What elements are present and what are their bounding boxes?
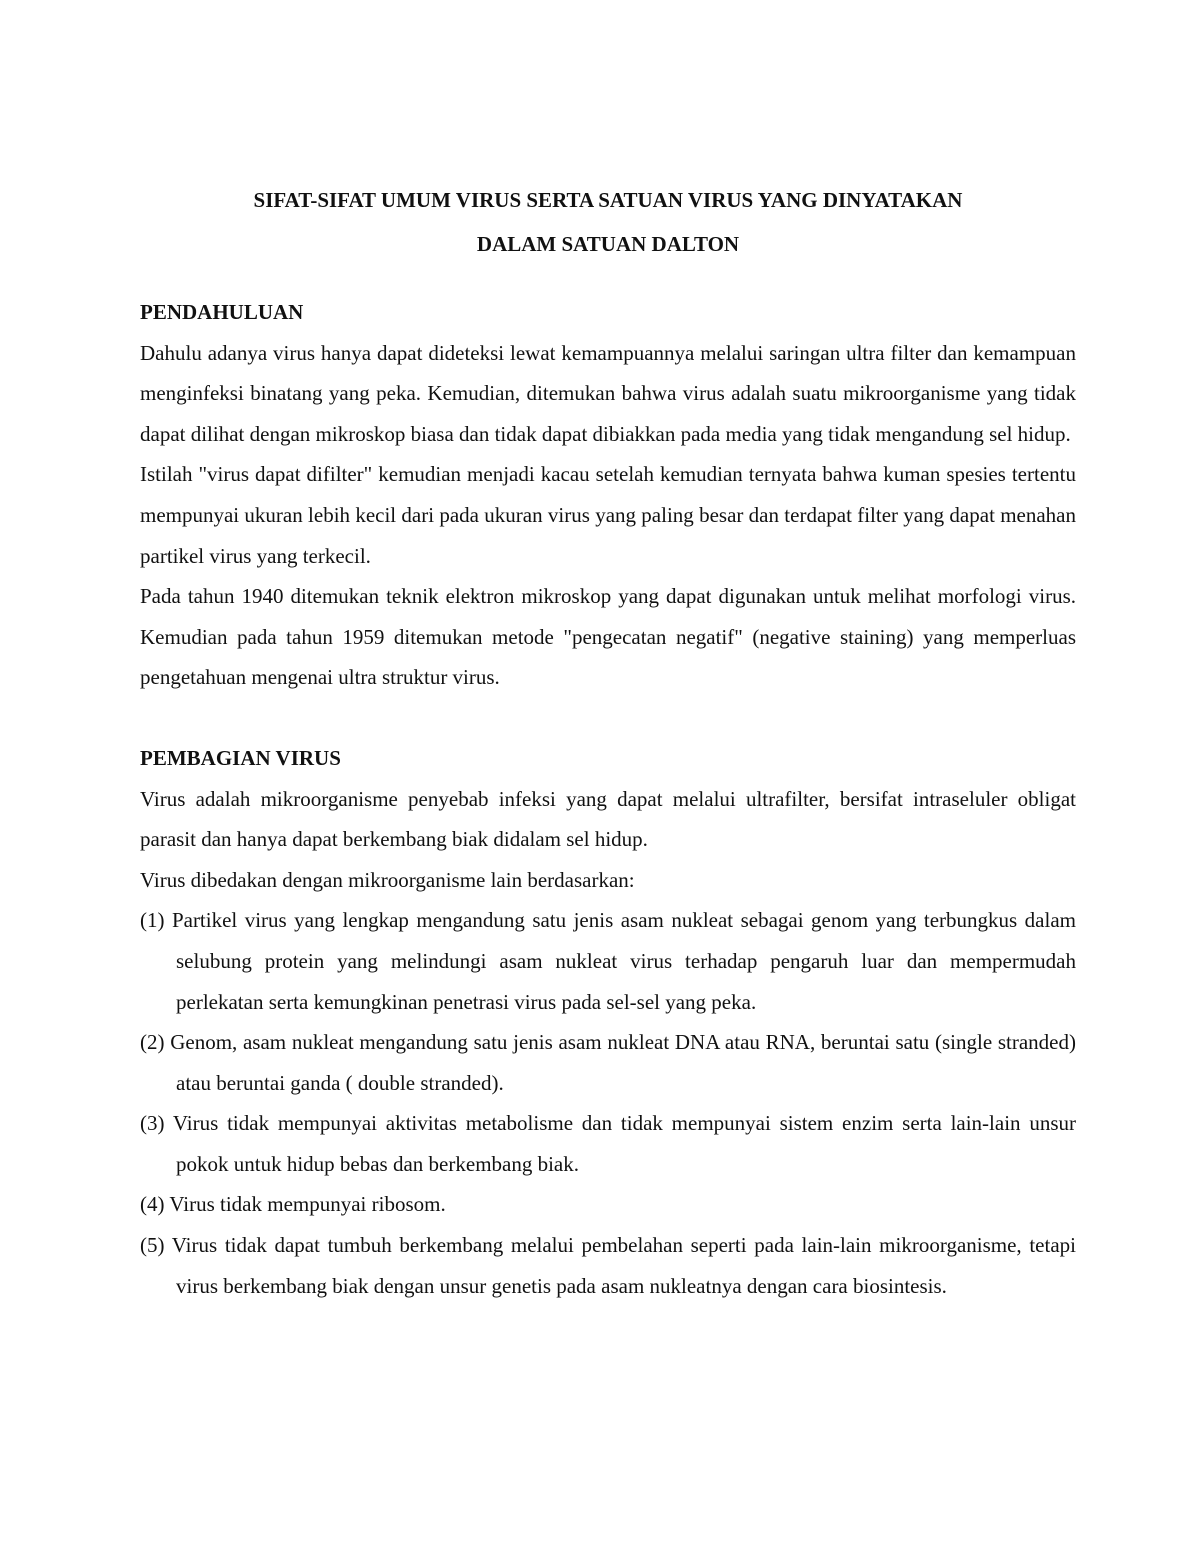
section-heading-pembagian-virus: PEMBAGIAN VIRUS	[140, 745, 341, 770]
section-pendahuluan	[140, 292, 1076, 698]
list-item: (1) Partikel virus yang lengkap mengandung satu jenis asam nukleat sebagai genom yang terbungkus dalam selubung protein yang melindungi asam nukleat virus terhadap pengaruh luar dan mempermudah perlekatan serta kemungkinan penetrasi virus pada sel-sel yang peka.	[140, 908, 1076, 1014]
section-pembagian-virus	[140, 738, 1076, 1306]
title-line-1: SIFAT-SIFAT UMUM VIRUS SERTA SATUAN VIRUS YANG DINYATAKAN	[253, 188, 963, 212]
paragraph: Virus adalah mikroorganisme penyebab infeksi yang dapat melalui ultrafilter, bersifat intraseluler obligat parasit dan hanya dapat berkembang biak didalam sel hidup.	[140, 786, 1076, 852]
list-item: (3) Virus tidak mempunyai aktivitas metabolisme dan tidak mempunyai sistem enzim serta lain-lain unsur pokok untuk hidup bebas dan berkembang biak.	[140, 1111, 1076, 1176]
title-line-2: DALAM SATUAN DALTON	[476, 232, 740, 256]
document-title	[132, 178, 1084, 266]
section-heading-pendahuluan: PENDAHULUAN	[140, 300, 304, 324]
list-item: (4) Virus tidak mempunyai ribosom.	[140, 1192, 446, 1217]
paragraph: Dahulu adanya virus hanya dapat dideteksi lewat kemampuannya melalui saringan ultra filter dan kemampuan menginfeksi binatang yang peka. Kemudian, ditemukan bahwa virus adalah suatu mikroorganisme yang tidak dapat dilihat dengan mikroskop biasa dan tidak dapat dibiakkan pada media yang tidak mengandung sel hidup.	[140, 340, 1076, 446]
criteria-list	[140, 900, 1076, 1306]
document-body	[140, 178, 1076, 1306]
paragraph: Virus dibedakan dengan mikroorganisme lain berdasarkan:	[140, 867, 635, 892]
list-item: (2) Genom, asam nukleat mengandung satu jenis asam nukleat DNA atau RNA, beruntai satu (single stranded) atau beruntai ganda ( double stranded).	[140, 1030, 1076, 1095]
paragraph: Istilah "virus dapat difilter" kemudian menjadi kacau setelah kemudian ternyata bahwa kuman spesies tertentu mempunyai ukuran lebih kecil dari pada ukuran virus yang paling besar dan terdapat filter yang dapat menahan partikel virus yang terkecil.	[140, 462, 1076, 568]
list-item: (5) Virus tidak dapat tumbuh berkembang melalui pembelahan seperti pada lain-lain mikroorganisme, tetapi virus berkembang biak dengan unsur genetis pada asam nukleatnya dengan cara biosintesis.	[140, 1233, 1076, 1298]
paragraph: Pada tahun 1940 ditemukan teknik elektron mikroskop yang dapat digunakan untuk melihat morfologi virus. Kemudian pada tahun 1959 ditemukan metode "pengecatan negatif" (negative staining) yang memperluas pengetahuan mengenai ultra struktur virus.	[140, 584, 1076, 690]
